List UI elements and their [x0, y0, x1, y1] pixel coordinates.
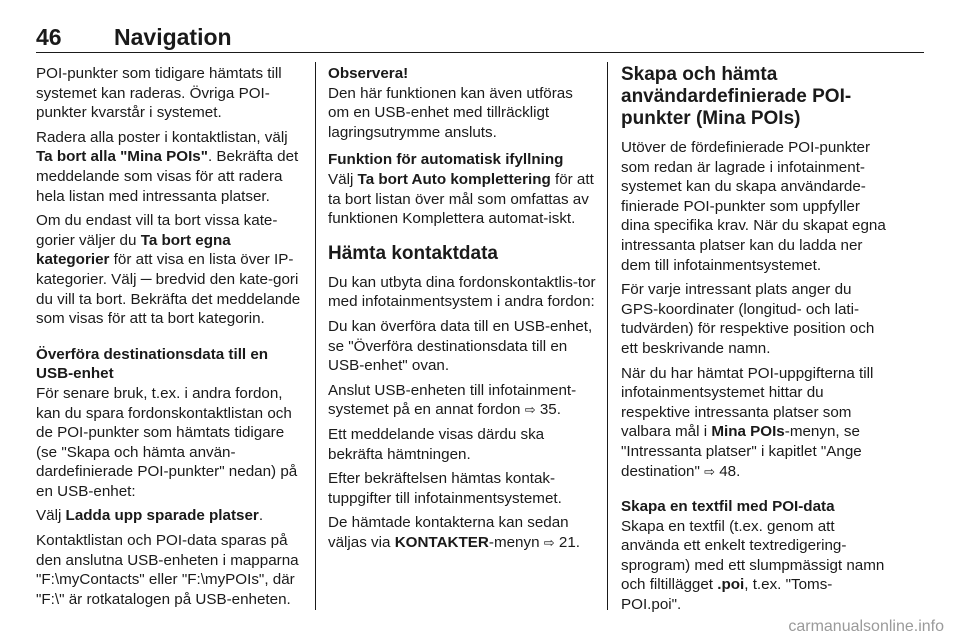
note-title: Observera!: [328, 65, 409, 82]
text: för att visa en lista över IP-kategorier. Välj: [36, 251, 294, 288]
page-number: 46: [36, 24, 62, 50]
paragraph: [621, 517, 889, 615]
text: bredvid den kate-gori du vill ta bort. Bekräfta det meddelande som visas för att ta bort kategorin.: [36, 270, 301, 328]
text: .: [258, 507, 264, 525]
column-left: [36, 64, 304, 614]
subheading: Funktion för automatisk ifyllning: [328, 151, 564, 169]
column-divider-left: [315, 62, 316, 610]
menu-option: Ta bort alla "Mina POIs": [36, 148, 208, 166]
section-heading: Hämta kontaktdata: [328, 242, 498, 264]
paragraph: [36, 128, 304, 206]
paragraph: Utöver de fördefinierade POI-punkter som redan är lagrade i infotainment-systemet kan du skapa användarde-finierade POI-punkter som uppfyller dina specifika krav. När du skapat egna intressanta platser kan du ladda ner dem till infotainmentsystemet.: [621, 139, 886, 274]
page-reference-icon: ⇨: [543, 534, 555, 550]
paragraph: Kontaktlistan och POI-data sparas på den anslutna USB-enheten i mapparna "F:\myContacts" eller "F:\myPOIs", där "F:\" är rotkatalogen på USB-enheten.: [36, 532, 299, 608]
menu-option: Ta bort egna kategorier: [36, 231, 231, 269]
page-reference-icon: ⇨: [524, 402, 536, 418]
text: Anslut USB-enheten till infotainment-systemet på en annat fordon: [328, 381, 577, 419]
text: Välj: [328, 170, 358, 188]
subheading: Skapa en textfil med POI-data: [621, 498, 835, 516]
watermark: carmanualsonline.info: [788, 618, 944, 635]
paragraph: För senare bruk, t.ex. i andra fordon, kan du spara fordonskontaktlistan och de POI-punkter som hämtats tidigare (se "Skapa och hämta använ-dardefinierade POI-punkter" nedan) på en USB-enhet:: [36, 384, 298, 500]
paragraph: [328, 381, 596, 420]
minus-icon: ─: [140, 270, 152, 288]
paragraph: [36, 506, 304, 526]
text: De hämtade kontakterna kan sedan väljas via: [328, 514, 569, 551]
text: 35.: [535, 401, 561, 419]
section-title: Navigation: [114, 24, 232, 50]
paragraph: Ett meddelande visas därdu ska bekräfta hämtningen.: [328, 425, 545, 463]
page-header: [36, 22, 924, 53]
file-extension: .poi: [717, 576, 745, 594]
paragraph: För varje intressant plats anger du GPS-koordinater (longitud- och lati-tudvärden) för respektive position och ett beskrivande namn.: [621, 281, 875, 357]
paragraph: Du kan utbyta dina fordonskontaktlis-tor med infotainmentsystem i andra fordon:: [328, 273, 596, 311]
text: Skapa en textfil (t.ex. genom att använda ett enkelt textredigering-sprogram) med ett slumpmässigt namn och filtillägget: [621, 517, 885, 594]
column-divider-right: [607, 62, 608, 610]
text: 48.: [714, 462, 741, 480]
paragraph: [621, 364, 889, 482]
column-right: [621, 64, 889, 620]
menu-option: Mina POIs: [711, 423, 785, 441]
menu-option: Ladda upp sparade platser: [65, 507, 259, 525]
text: -menyn: [488, 533, 544, 551]
text: -menyn, se "Intressanta platser" i kapitlet "Ange destination": [621, 423, 862, 480]
text: Välj: [36, 507, 66, 525]
menu-option: KONTAKTER: [394, 533, 489, 551]
paragraph: POI-punkter som tidigare hämtats till systemet kan raderas. Övriga POI-punkter kvarstår i systemet.: [36, 65, 282, 122]
menu-option: Ta bort Auto komplettering: [357, 170, 551, 188]
note-text: Den här funktionen kan även utföras om en USB-enhet med tillräckligt lagringsutrymme ansluts.: [328, 84, 573, 141]
text: Om du endast vill ta bort vissa kate-gorier väljer du: [36, 212, 278, 249]
section-heading: Skapa och hämta användardefinierade POI-punkter (Mina POIs): [621, 64, 852, 129]
text: 21.: [554, 533, 581, 551]
paragraph: Efter bekräftelsen hämtas kontak-tuppgifter till infotainmentsystemet.: [328, 470, 562, 507]
text: . Bekräfta det meddelande som visas för att radera hela listan med intressanta platser.: [36, 148, 299, 205]
paragraph: Du kan överföra data till en USB-enhet, se "Överföra destinationsdata till en USB-enhet" ovan.: [328, 317, 593, 375]
paragraph: [328, 170, 596, 229]
paragraph: [328, 513, 596, 552]
text: , t.ex. "Toms-POI.poi".: [621, 576, 833, 614]
text: för att ta bort listan över mål som omfattas av funktionen Komplettera automat-iskt.: [328, 170, 594, 228]
text: Radera alla poster i kontaktlistan, välj: [36, 128, 288, 146]
page-reference-icon: ⇨: [704, 463, 715, 479]
text: När du har hämtat POI-uppgifterna till infotainmentsystemet hittar du respektive intressanta platser som valbara mål i: [621, 364, 874, 441]
subheading: Överföra destinationsdata till en USB-enhet: [36, 345, 269, 383]
column-middle: [328, 64, 596, 557]
paragraph: [36, 211, 304, 329]
